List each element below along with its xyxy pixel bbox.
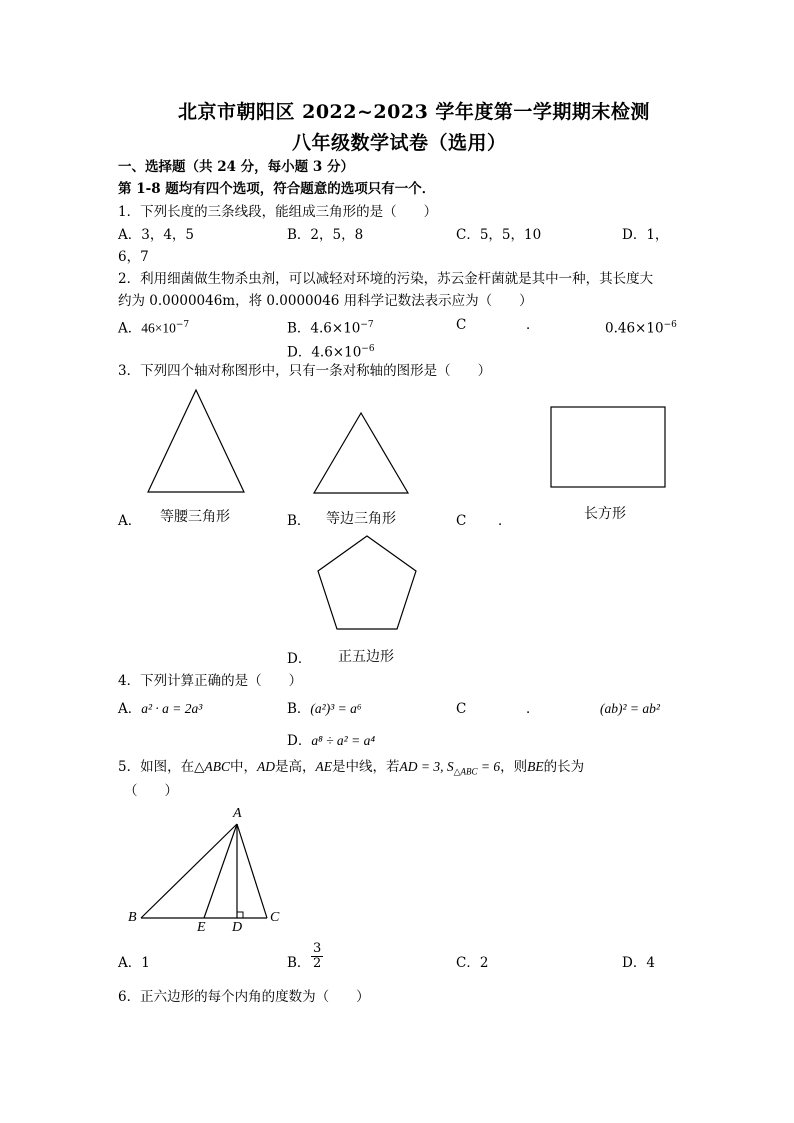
q2-option-a-base: 46×10	[141, 320, 176, 336]
q3-option-c-dot: ．	[498, 513, 512, 529]
q5-option-b-fraction	[311, 942, 323, 971]
q5-stem-area-subscript: △ABC	[453, 766, 478, 777]
q1-option-d-continued: 6，7	[118, 249, 149, 265]
question-2-stem-line1: 2．利用细菌做生物杀虫剂，可以减轻对环境的污染，苏云金杆菌就是其中一种，其长度大	[118, 271, 654, 287]
q4-option-d-label: D．	[287, 733, 312, 749]
q4-option-b-expr: (a²)³ = a⁶	[310, 701, 362, 716]
q1-option-b: B．2，5，8	[287, 227, 364, 243]
vertex-label-e: E	[197, 920, 206, 935]
q4-option-c-dot: ．	[526, 701, 540, 717]
section-instruction: 第 1-8 题均有四个选项，符合题意的选项只有一个．	[118, 181, 436, 197]
q2-option-a-label: A．	[118, 320, 142, 337]
q5-stem-mid1: 中，	[229, 759, 257, 775]
q5-stem-condition-value: = 6	[477, 759, 501, 774]
median-ae	[204, 824, 237, 918]
q5-stem-condition: AD = 3, S	[399, 759, 454, 774]
q5-option-d: D．4	[622, 955, 655, 971]
q2-option-b-base: 4.6×10	[310, 320, 361, 337]
q5-stem-end: 的长为	[543, 759, 585, 775]
q5-option-c: C．2	[456, 955, 489, 971]
q2-option-a-exp: −7	[175, 320, 190, 330]
q2-option-d-exp: −6	[361, 344, 375, 354]
q3-option-c-caption: 长方形	[584, 506, 626, 522]
question-6-stem: 6．正六边形的每个内角的度数为（ ）	[118, 989, 370, 1005]
question-3-stem: 3．下列四个轴对称图形中，只有一条对称轴的图形是（ ）	[118, 363, 492, 379]
q2-option-b-label: B．	[287, 320, 311, 337]
q4-option-c-expr: (ab)² = ab²	[600, 701, 660, 716]
q4-option-d-expr: a⁸ ÷ a² = a⁴	[311, 733, 376, 748]
question-5-stem-line2: （ ）	[124, 783, 178, 799]
q1-option-d: D．1，	[622, 227, 669, 243]
q5-stem-pre: 5．如图，在	[118, 759, 195, 775]
q2-option-c-base: 0.46×10	[605, 320, 664, 337]
vertex-label-d: D	[232, 920, 243, 935]
page-title: 北京市朝阳区 2022~2023 学年度第一学期期末检测	[178, 101, 650, 123]
q1-option-a: A．3，4，5	[118, 227, 195, 243]
q5-stem-ae: AE	[315, 759, 332, 774]
q3-option-b-label: B．	[287, 513, 311, 529]
q2-option-c-dot: ．	[526, 317, 540, 333]
q3-option-c-label: C	[456, 513, 467, 529]
q3-option-a-label: A．	[118, 513, 142, 529]
right-angle-mark	[237, 912, 243, 918]
vertex-label-b: B	[128, 910, 137, 925]
page-subtitle: 八年级数学试卷（选用）	[292, 132, 507, 154]
section-heading: 一、选择题（共 24 分，每小题 3 分）	[118, 159, 354, 175]
q3-option-d-caption: 正五边形	[338, 649, 394, 665]
q5-stem-mid3: 是中线，若	[331, 759, 400, 775]
q5-option-a: A．1	[118, 955, 150, 971]
q4-option-a-label: A．	[118, 701, 142, 717]
q5-stem-triangle: △ABC	[194, 759, 230, 774]
q5-option-b-denominator: 2	[313, 956, 322, 971]
side-ab	[141, 824, 237, 918]
q5-option-b-numerator: 3	[313, 941, 322, 956]
q2-option-c-label: C	[456, 317, 467, 333]
question-2-stem-line2: 约为 0.0000046m，将 0.0000046 用科学记数法表示应为（ ）	[118, 293, 533, 309]
q3-option-d-label: D．	[287, 651, 312, 667]
q5-option-b-label: B．	[287, 955, 311, 971]
q2-option-c-exp: −6	[663, 320, 677, 330]
q2-option-b-exp: −7	[360, 320, 374, 330]
q4-option-a-expr: a² · a = 2a³	[141, 701, 203, 716]
q5-stem-mid4: ，则	[500, 759, 528, 775]
vertex-label-a: A	[233, 806, 242, 821]
question-1-stem: 1．下列长度的三条线段，能组成三角形的是（ ）	[118, 204, 438, 220]
q2-option-d-label: D．	[287, 344, 312, 361]
question-4-stem: 4．下列计算正确的是（ ）	[118, 673, 303, 689]
q1-option-c: C．5，5，10	[456, 227, 542, 243]
q4-option-b-label: B．	[287, 701, 311, 717]
q5-stem-ad: AD	[256, 759, 275, 774]
q2-option-d-base: 4.6×10	[311, 344, 362, 361]
side-ac	[237, 824, 267, 918]
q5-stem-be: BE	[527, 759, 544, 774]
q3-option-a-caption: 等腰三角形	[160, 509, 230, 525]
q3-option-b-caption: 等边三角形	[326, 511, 396, 527]
vertex-label-c: C	[270, 910, 280, 925]
q5-stem-mid2: 是高，	[274, 759, 316, 775]
q4-option-c-label: C	[456, 701, 467, 717]
